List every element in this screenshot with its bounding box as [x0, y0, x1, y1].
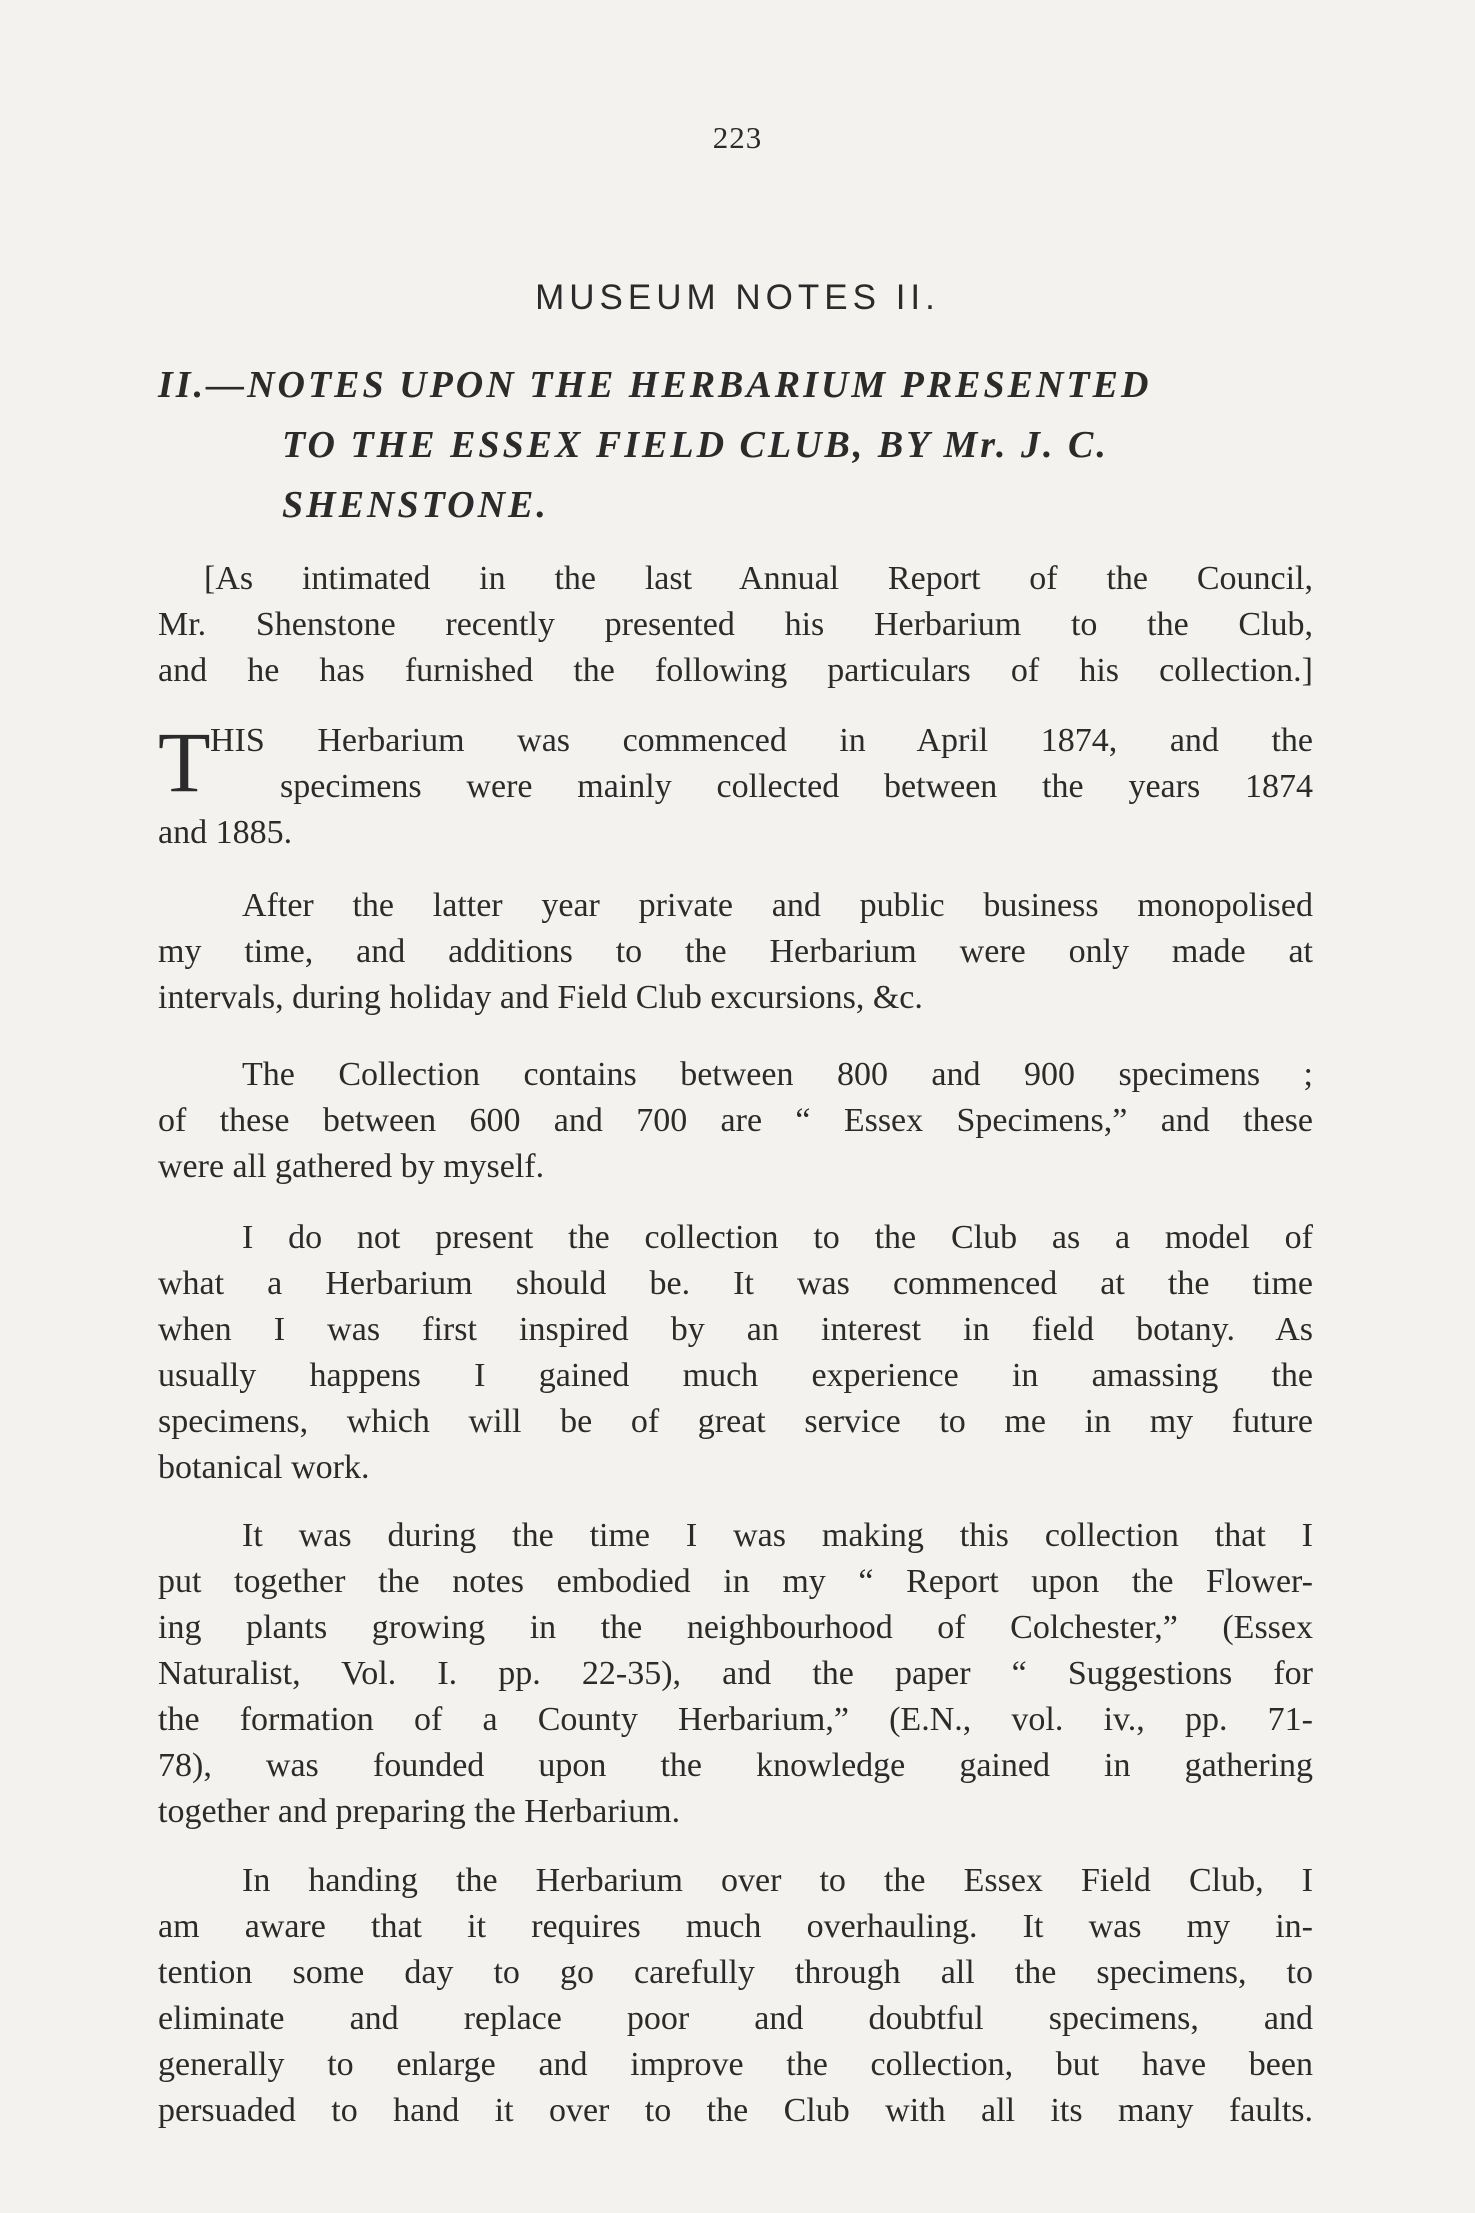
- text-line: when I was first inspired by an interest in field botany. As: [158, 1311, 1313, 1348]
- editorial-note-paragraph: [158, 556, 1313, 694]
- subtitle-line: SHENSTONE.: [282, 484, 549, 526]
- text-line: together and preparing the Herbarium.: [158, 1793, 681, 1830]
- text-line: of these between 600 and 700 are “ Essex Specimens,” and these: [158, 1102, 1313, 1139]
- section-title: MUSEUM NOTES II.: [535, 278, 940, 317]
- body-paragraph: [158, 1513, 1313, 1835]
- text-line: what a Herbarium should be. It was commenced at the time: [158, 1265, 1313, 1302]
- text-line: and he has furnished the following particulars of his collection.]: [158, 652, 1313, 689]
- body-paragraph: [158, 1052, 1313, 1190]
- text-line: botanical work.: [158, 1449, 370, 1486]
- text-line: tention some day to go carefully through all the specimens, to: [158, 1954, 1313, 1991]
- text-line: persuaded to hand it over to the Club with all its many faults.: [158, 2092, 1313, 2129]
- subtitle-line: TO THE ESSEX FIELD CLUB, BY Mr. J. C.: [282, 424, 1109, 466]
- page-number: 223: [712, 120, 763, 155]
- text-line: intervals, during holiday and Field Club excursions, &c.: [158, 979, 923, 1016]
- text-line: usually happens I gained much experience in amassing the: [158, 1357, 1313, 1394]
- text-line: and 1885.: [158, 814, 293, 851]
- text-line: HIS Herbarium was commenced in April 1874, and the: [210, 722, 1313, 759]
- text-line: specimens were mainly collected between the years 1874: [280, 768, 1313, 805]
- text-line: It was during the time I was making this collection that I: [242, 1517, 1313, 1554]
- text-line: ing plants growing in the neighbourhood of Colchester,” (Essex: [158, 1609, 1313, 1646]
- body-paragraph: [158, 1215, 1313, 1491]
- text-line: generally to enlarge and improve the collection, but have been: [158, 2046, 1313, 2083]
- drop-cap: T: [158, 714, 211, 810]
- text-line: am aware that it requires much overhauling. It was my in-: [158, 1908, 1313, 1945]
- text-line: eliminate and replace poor and doubtful specimens, and: [158, 2000, 1313, 2037]
- text-line: my time, and additions to the Herbarium were only made at: [158, 933, 1313, 970]
- text-line: In handing the Herbarium over to the Essex Field Club, I: [242, 1862, 1313, 1899]
- body-paragraph: [158, 883, 1313, 1021]
- text-line: I do not present the collection to the Club as a model of: [242, 1219, 1313, 1256]
- text-line: [As intimated in the last Annual Report of the Council,: [204, 560, 1313, 597]
- text-line: Naturalist, Vol. I. pp. 22-35), and the paper “ Suggestions for: [158, 1655, 1313, 1692]
- text-line: were all gathered by myself.: [158, 1148, 545, 1185]
- text-line: After the latter year private and public business monopolised: [242, 887, 1313, 924]
- body-paragraph: [158, 1858, 1313, 2134]
- article-subtitle: [158, 355, 1318, 535]
- text-line: The Collection contains between 800 and 900 specimens ;: [242, 1056, 1313, 1093]
- text-line: specimens, which will be of great service to me in my future: [158, 1403, 1313, 1440]
- opening-paragraph: [158, 714, 1313, 856]
- text-line: Mr. Shenstone recently presented his Herbarium to the Club,: [158, 606, 1313, 643]
- subtitle-line: II.—NOTES UPON THE HERBARIUM PRESENTED: [158, 364, 1152, 406]
- text-line: put together the notes embodied in my “ Report upon the Flower-: [158, 1563, 1313, 1600]
- text-line: 78), was founded upon the knowledge gained in gathering: [158, 1747, 1313, 1784]
- text-line: the formation of a County Herbarium,” (E.N., vol. iv., pp. 71-: [158, 1701, 1313, 1738]
